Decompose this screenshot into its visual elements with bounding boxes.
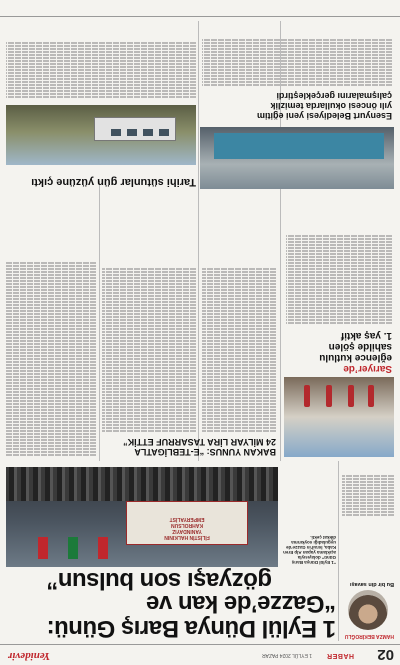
school-headline-3: çalışmalarını gerçekleştirdi bbox=[276, 91, 392, 101]
column-rule bbox=[99, 181, 100, 461]
column-rule bbox=[198, 21, 199, 461]
headline-line-1: 1 Eylül Dünya Barış Günü: bbox=[47, 615, 336, 642]
budget-headline-2: 24 MİLYAR LİRA TASARRUF ETTİK” bbox=[123, 437, 276, 447]
runner-figure bbox=[368, 385, 374, 407]
issue-date: 1 EYLÜL 2024 PAZAR bbox=[261, 652, 312, 658]
vehicle bbox=[94, 117, 176, 141]
crowd bbox=[6, 467, 278, 501]
headline-line-2: “Gazze’de kan ve bbox=[146, 590, 336, 617]
column-title: Bu bir din savaşı bbox=[349, 581, 394, 587]
history-body-text-col bbox=[102, 193, 196, 433]
page-number: 02 bbox=[377, 646, 394, 663]
banner-line-2: YANINDAYIZ bbox=[172, 528, 202, 534]
school-headline-2: yılı öncesi okullarda temizlik bbox=[270, 101, 392, 111]
history-photo bbox=[6, 105, 196, 165]
author-column bbox=[342, 521, 394, 641]
right-column-text bbox=[6, 187, 96, 457]
author-column-text bbox=[342, 461, 394, 517]
runner-figure bbox=[304, 385, 310, 407]
main-subheadline: “1 Eylül Dünya Barış Günü” dolayısıyla açıklama yapan Alp Eren Kaba, İsrail’in Gazze’de uyguladığı soykırıma dikkat çekti. bbox=[283, 535, 336, 565]
school-yard bbox=[214, 133, 384, 159]
history-headline: Tarihi sütunlar gün yüzüne çıktı bbox=[31, 176, 196, 188]
protest-photo bbox=[6, 467, 278, 567]
banner-line-1: FİLİSTİN HALKININ bbox=[164, 534, 210, 540]
page-footer bbox=[0, 0, 400, 17]
newspaper-logo: Yenidevir bbox=[8, 650, 51, 662]
flag bbox=[68, 537, 78, 559]
sports-body-text bbox=[286, 195, 392, 325]
masthead bbox=[0, 644, 400, 665]
runner-figure bbox=[326, 385, 332, 407]
budget-headline-1: BAKAN YUNUS: “E-TEBLİGATLA bbox=[134, 447, 276, 457]
runner-figure bbox=[348, 385, 354, 407]
column-rule bbox=[338, 461, 339, 641]
flag bbox=[38, 537, 48, 559]
main-headline-cont bbox=[4, 591, 336, 616]
school-body-text bbox=[202, 21, 392, 87]
banner-line-4: EMPERYALİST bbox=[169, 516, 205, 522]
headline-line-3: gözyaşı son bulsun” bbox=[46, 567, 272, 594]
sports-headline-3: sahilde şölen bbox=[328, 341, 392, 352]
history-body-text-bottom bbox=[6, 21, 196, 99]
banner-line-3: KAHROLSUN bbox=[171, 522, 203, 528]
budget-body-text-col-1 bbox=[202, 193, 276, 433]
column-rule bbox=[280, 21, 281, 461]
sports-photo bbox=[284, 377, 394, 457]
main-headline bbox=[4, 616, 336, 641]
sports-headline-1: Sarıyer’de bbox=[343, 363, 392, 374]
school-photo bbox=[200, 127, 394, 189]
protest-banner bbox=[126, 501, 248, 545]
sports-headline-2: eğlence kutlulu bbox=[319, 352, 392, 363]
school-headline-1: Esenyurt Belediyesi yeni eğitim bbox=[256, 111, 392, 121]
main-headline-cont-2 bbox=[4, 568, 272, 593]
author-photo bbox=[348, 590, 388, 630]
flag bbox=[98, 537, 108, 559]
sports-headline-4: 1. yaş aktif bbox=[340, 330, 392, 341]
section-label: HABER bbox=[326, 652, 354, 659]
author-name: HAMZA BEKİROĞLU bbox=[344, 633, 394, 639]
